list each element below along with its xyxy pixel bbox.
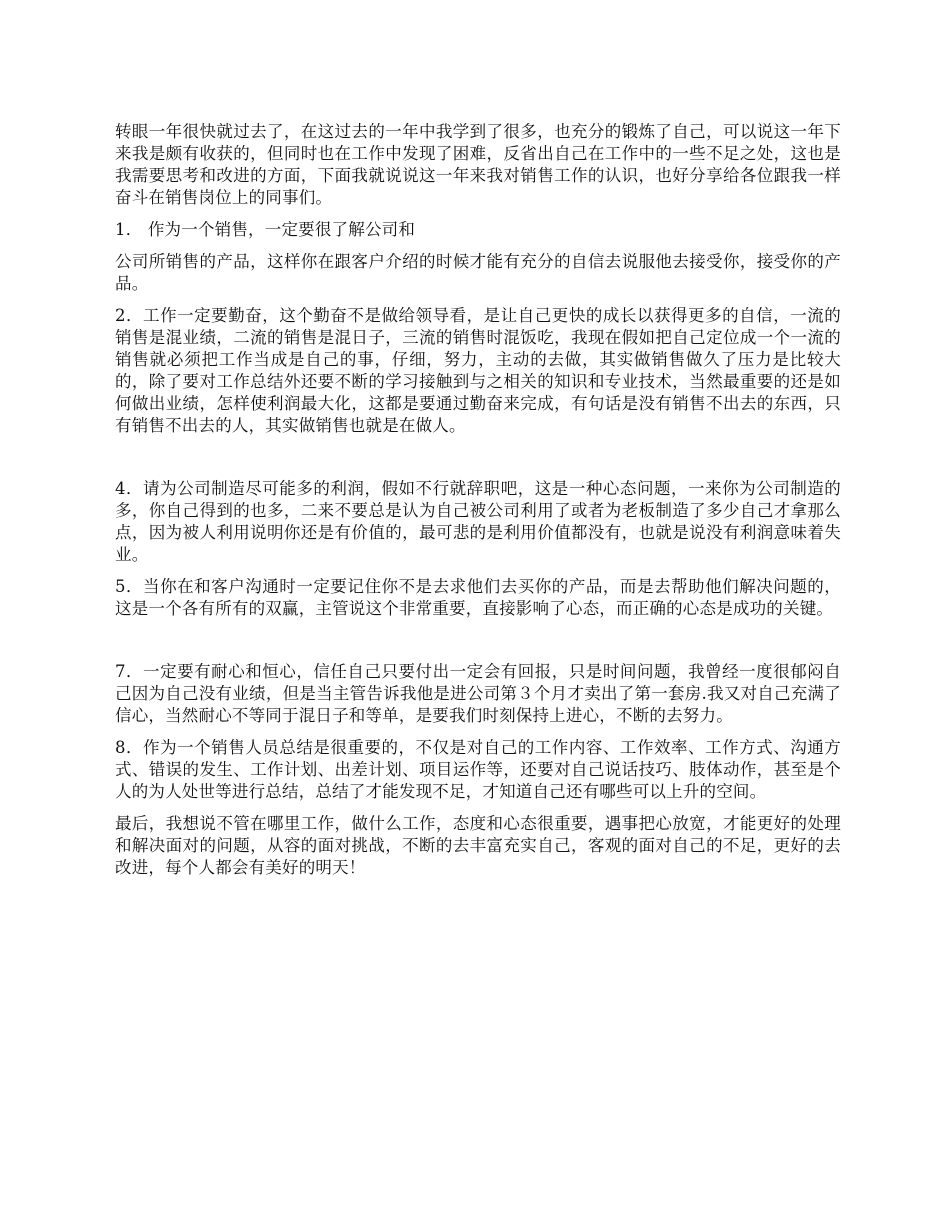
paragraph-point-1-body: 公司所销售的产品，这样你在跟客户介绍的时候才能有充分的自信去说服他去接受你，接受你的产品。 <box>115 252 841 293</box>
document-body <box>115 121 841 879</box>
paragraph-point-5: 5．当你在和客户沟通时一定要记住你不是去求他们去买你的产品，而是去帮助他们解决问题的，这是一个各有所有的双赢，主管说这个非常重要，直接影响了心态，而正确的心态是成功的关键。 <box>115 577 841 618</box>
paragraph-point-4: 4．请为公司制造尽可能多的利润，假如不行就辞职吧，这是一种心态问题，一来你为公司制造的多，你自己得到的也多，二来不要总是认为自己被公司利用了或者为老板制造了多少自己才拿那么点，因为被人利用说明你还是有价值的，最可悲的是利用价值都没有，也就是说没有利润意味着失业。 <box>115 479 841 564</box>
paragraph-point-2: 2．工作一定要勤奋，这个勤奋不是做给领导看，是让自己更快的成长以获得更多的自信，一流的销售是混业绩，二流的销售是混日子，三流的销售时混饭吃，我现在假如把自己定位成一个一流的销售就必须把工作当成是自己的事，仔细，努力，主动的去做，其实做销售做久了压力是比较大的，除了要对工作总结外还要不断的学习接触到与之相关的知识和专业技术，当然最重要的还是如何做出业绩，怎样使利润最大化，这都是要通过勤奋来完成，有句话是没有销售不出去的东西，只有销售不出去的人，其实做销售也就是在做人。 <box>115 306 841 435</box>
paragraph-point-8: 8．作为一个销售人员总结是很重要的，不仅是对自己的工作内容、工作效率、工作方式、沟通方式、错误的发生、工作计划、出差计划、项目运作等，还要对自己说话技巧、肢体动作，甚至是个人的为人处世等进行总结，总结了才能发现不足，才知道自己还有哪些可以上升的空间。 <box>115 738 841 801</box>
paragraph-point-7: 7．一定要有耐心和恒心，信任自己只要付出一定会有回报，只是时间问题，我曾经一度很郁闷自己因为自己没有业绩，但是当主管告诉我他是进公司第３个月才卖出了第一套房.我又对自己充满了信心，当然耐心不等同于混日子和等单，是要我们时刻保持上进心，不断的去努力。 <box>115 662 841 725</box>
paragraph-intro: 转眼一年很快就过去了，在这过去的一年中我学到了很多，也充分的锻炼了自己，可以说这一年下来我是颇有收获的，但同时也在工作中发现了困难，反省出自己在工作中的一些不足之处，这也是我需要思考和改进的方面，下面我就说说这一年来我对销售工作的认识，也好分享给各位跟我一样奋斗在销售岗位上的同事们。 <box>115 122 841 207</box>
paragraph-conclusion: 最后，我想说不管在哪里工作，做什么工作，态度和心态很重要，遇事把心放宽，才能更好的处理和解决面对的问题，从容的面对挑战，不断的去丰富充实自己，客观的面对自己的不足，更好的去改进，每个人都会有美好的明天！ <box>115 814 841 877</box>
paragraph-point-1-heading: 1． 作为一个销售，一定要很了解公司和 <box>115 220 416 239</box>
